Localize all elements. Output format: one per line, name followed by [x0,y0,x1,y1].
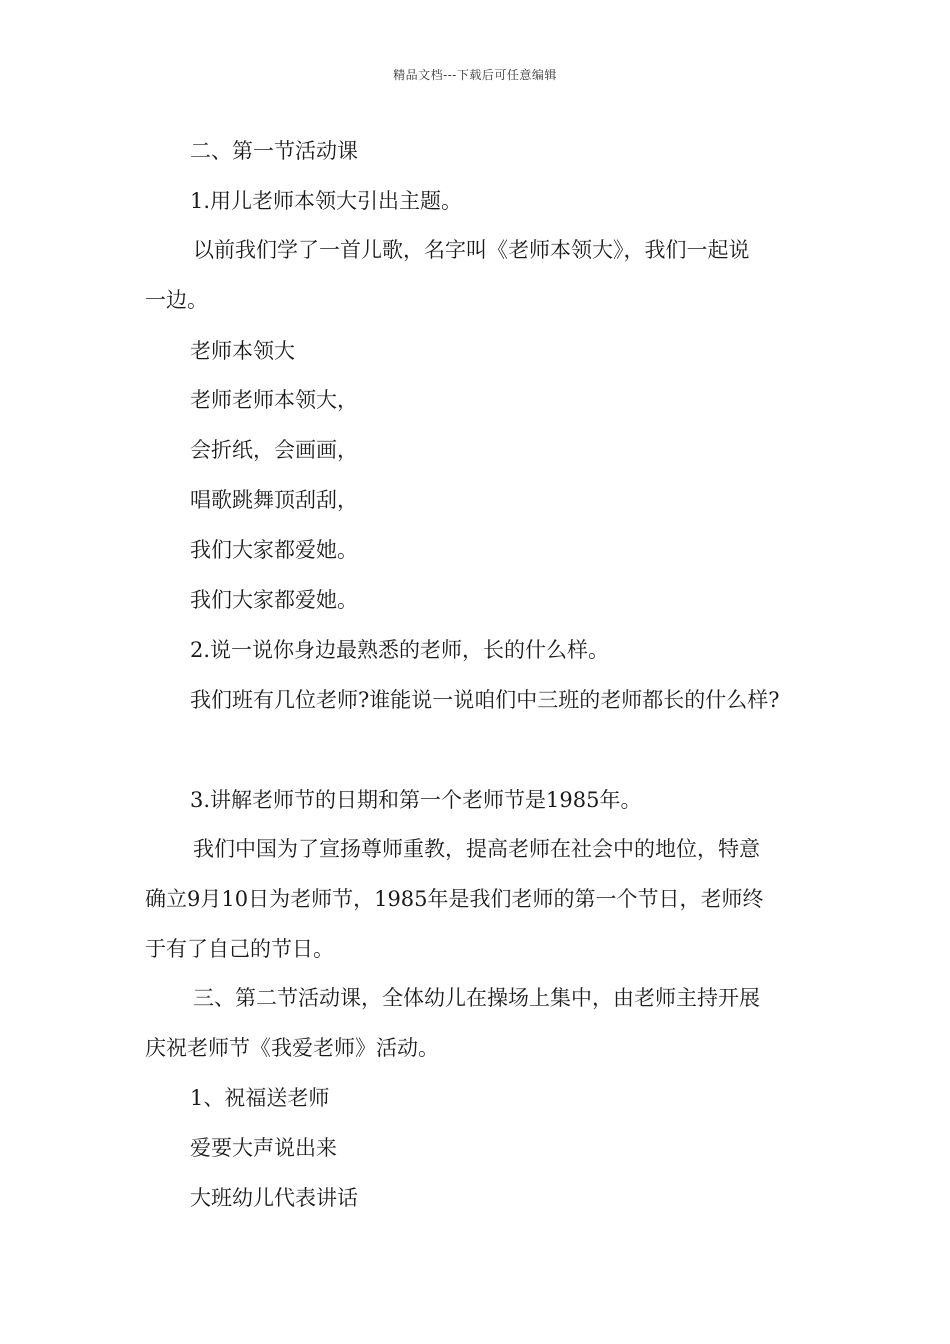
poem-line: 老师老师本领大， [190,388,358,412]
poem-line: 唱歌跳舞顶刮刮， [190,488,358,512]
list-item: 爱要大声说出来 [190,1136,337,1160]
page-header: 精品文档---下载后可任意编辑 [393,68,557,82]
poem-line: 我们大家都爱她。 [190,538,358,562]
list-item: 1、祝福送老师 [190,1086,330,1110]
paragraph-line: 庆祝老师节《我爱老师》活动。 [145,1036,439,1060]
step-3-heading: 3.讲解老师节的日期和第一个老师节是1985年。 [190,788,642,812]
paragraph-line: 我们班有几位老师?谁能说一说咱们中三班的老师都长的什么样? [190,688,780,712]
poem-title: 老师本领大 [190,339,295,363]
paragraph-line: 一边。 [145,288,208,312]
poem-line: 我们大家都爱她。 [190,588,358,612]
section-heading-3: 三、第二节活动课，全体幼儿在操场上集中，由老师主持开展 [193,986,760,1010]
paragraph-line: 我们中国为了宣扬尊师重教，提高老师在社会中的地位，特意 [193,837,760,861]
paragraph-line: 于有了自己的节日。 [145,937,334,961]
step-2-heading: 2.说一说你身边最熟悉的老师，长的什么样。 [190,638,610,662]
section-heading-2: 二、第一节活动课 [190,139,358,163]
step-1-heading: 1.用儿老师本领大引出主题。 [190,189,463,213]
paragraph-line: 确立9月10日为老师节，1985年是我们老师的第一个节日，老师终 [145,887,764,911]
poem-line: 会折纸，会画画， [190,438,358,462]
list-item: 大班幼儿代表讲话 [190,1186,358,1210]
paragraph-line: 以前我们学了一首儿歌，名字叫《老师本领大》，我们一起说 [193,238,750,262]
